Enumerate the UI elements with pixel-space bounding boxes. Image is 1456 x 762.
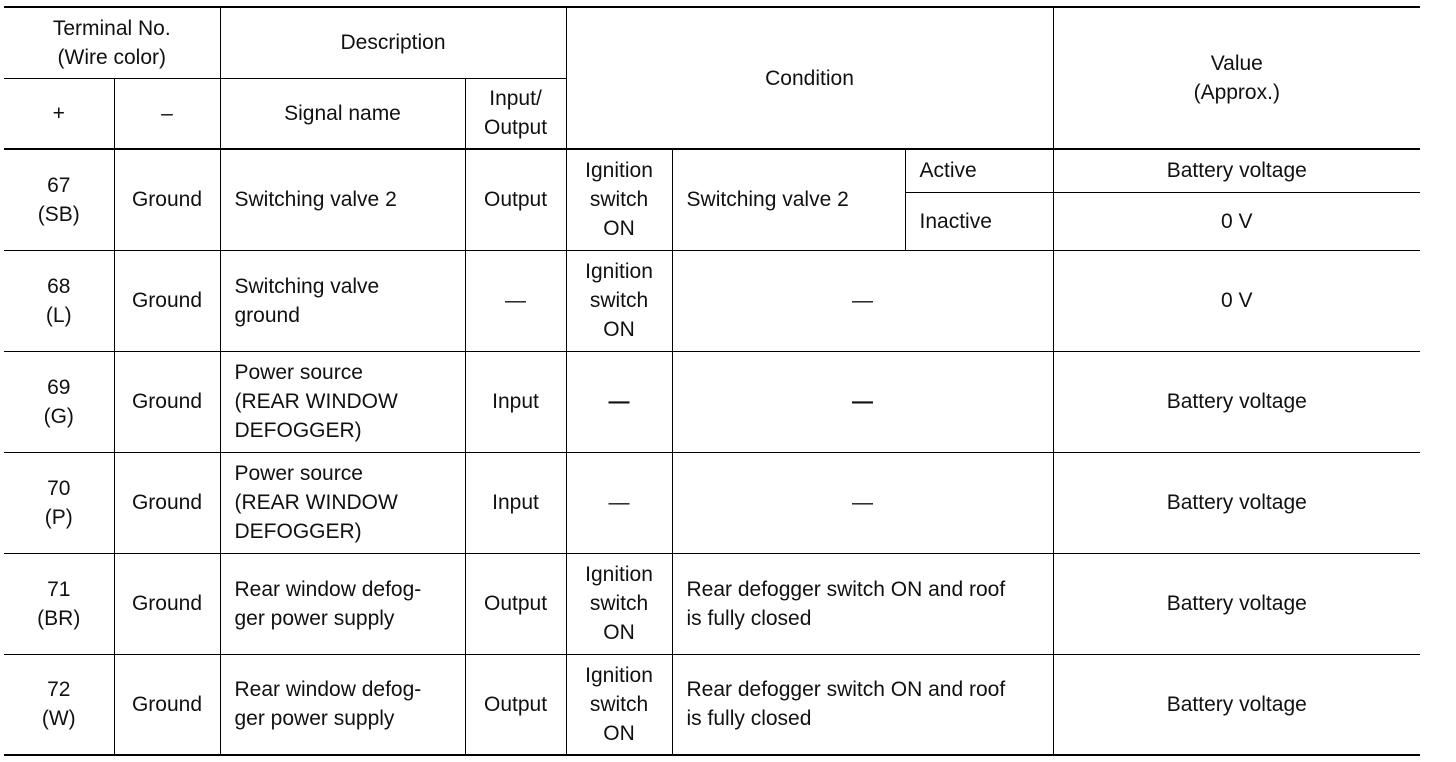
condition-2-line1: Rear defogger switch ON and roof	[686, 577, 1006, 601]
terminal-number: 67	[47, 173, 71, 197]
input-output: Output	[483, 692, 548, 716]
condition-1-line2: switch	[589, 188, 649, 212]
condition-1-line2: switch	[589, 692, 649, 716]
header-plus	[4, 78, 114, 149]
signal-name-line3: DEFOGGER)	[234, 419, 362, 442]
signal-name-line2: ground	[234, 303, 300, 327]
table-row	[4, 351, 1420, 452]
header-wire-color-label: (Wire color)	[57, 45, 166, 69]
terminal-cell	[4, 351, 114, 452]
terminal-number: 70	[47, 476, 71, 500]
terminal-cell	[4, 149, 114, 250]
condition-2-line1: Rear defogger switch ON and roof	[686, 678, 1006, 702]
condition-1-cell	[566, 654, 672, 755]
minus-terminal: Ground	[131, 592, 203, 615]
header-plus-label: +	[52, 101, 65, 125]
header-minus-label: –	[161, 101, 173, 125]
condition-1-line1: Ignition	[585, 563, 653, 586]
input-output: Input	[492, 390, 539, 413]
signal-cell	[220, 452, 465, 553]
table-row	[4, 553, 1420, 654]
minus-cell	[114, 149, 220, 250]
condition-2-line2: is fully closed	[686, 707, 812, 731]
state-inactive: Inactive	[919, 209, 992, 233]
header-signal-name-label: Signal name	[284, 101, 401, 125]
signal-name-line1: Switching valve	[234, 274, 380, 298]
signal-name: Switching valve 2	[234, 188, 397, 212]
terminal-spec-table	[4, 6, 1420, 756]
condition-2-cell	[672, 654, 1053, 755]
value-cell	[1053, 351, 1420, 452]
condition-1-line3: ON	[603, 621, 635, 644]
condition-1-cell	[566, 452, 672, 553]
signal-name-line1: Rear window defog-	[234, 678, 422, 702]
condition-2-cell	[672, 250, 1053, 351]
value: Battery voltage	[1166, 390, 1307, 413]
value-cell	[1053, 654, 1420, 755]
value: Battery voltage	[1166, 491, 1307, 514]
wire-color: (P)	[44, 505, 73, 529]
header-terminal-no	[4, 7, 220, 78]
signal-name-line2: ger power supply	[234, 606, 395, 630]
condition-1-line3: ON	[603, 217, 635, 241]
io-cell	[465, 351, 566, 452]
terminal-number: 69	[47, 375, 71, 399]
minus-terminal: Ground	[131, 289, 203, 312]
header-value-label: Value	[1210, 52, 1263, 75]
wire-color: (BR)	[37, 606, 81, 630]
header-row-1	[4, 7, 1420, 78]
condition-1: —	[608, 491, 630, 514]
minus-terminal: Ground	[131, 188, 203, 212]
condition-2-line2: is fully closed	[686, 606, 812, 630]
header-input-output-line1: Input/	[489, 87, 542, 111]
condition-1-line1: Ignition	[585, 663, 653, 687]
minus-cell	[114, 250, 220, 351]
terminal-cell	[4, 452, 114, 553]
condition-1-cell	[566, 553, 672, 654]
minus-terminal: Ground	[131, 390, 203, 413]
header-approx-label: (Approx.)	[1193, 81, 1280, 104]
condition-1: —	[608, 390, 630, 413]
condition-2: —	[852, 491, 874, 514]
wire-color: (G)	[43, 404, 74, 428]
signal-name-line1: Power source	[234, 361, 363, 384]
state-cell	[905, 192, 1053, 250]
condition-1-line3: ON	[603, 318, 635, 341]
io-cell	[465, 654, 566, 755]
condition-1-cell	[566, 351, 672, 452]
input-output: Input	[492, 491, 539, 514]
value: Battery voltage	[1166, 592, 1307, 615]
wire-color: (L)	[45, 303, 72, 327]
condition-2: Switching valve 2	[686, 188, 849, 212]
condition-1-line2: switch	[589, 592, 649, 615]
condition-2-cell	[672, 553, 1053, 654]
state-active: Active	[919, 159, 977, 183]
table-row	[4, 149, 1420, 192]
io-cell	[465, 452, 566, 553]
condition-1-line1: Ignition	[585, 260, 653, 283]
terminal-cell	[4, 250, 114, 351]
value: 0 V	[1221, 289, 1253, 312]
terminal-cell	[4, 553, 114, 654]
value-cell	[1053, 250, 1420, 351]
value-cell	[1053, 553, 1420, 654]
input-output: Output	[483, 188, 548, 212]
header-description	[220, 7, 566, 78]
header-value	[1053, 7, 1420, 149]
value: Battery voltage	[1166, 159, 1307, 183]
state-cell	[905, 149, 1053, 192]
minus-cell	[114, 452, 220, 553]
condition-1-line3: ON	[603, 721, 635, 745]
signal-name-line1: Power source	[234, 462, 363, 485]
terminal-number: 72	[47, 678, 71, 702]
signal-name-line1: Rear window defog-	[234, 577, 422, 601]
terminal-cell	[4, 654, 114, 755]
condition-1-line2: switch	[589, 289, 649, 312]
header-condition	[566, 7, 1053, 149]
table-row	[4, 250, 1420, 351]
input-output: Output	[483, 592, 548, 615]
table-row	[4, 452, 1420, 553]
minus-cell	[114, 351, 220, 452]
terminal-number: 71	[47, 577, 71, 601]
value-cell	[1053, 192, 1420, 250]
header-description-label: Description	[340, 31, 446, 55]
condition-1-cell	[566, 149, 672, 250]
signal-name-line2: (REAR WINDOW	[234, 491, 398, 514]
value-cell	[1053, 149, 1420, 192]
value-cell	[1053, 452, 1420, 553]
condition-2: —	[852, 390, 874, 413]
condition-1-cell	[566, 250, 672, 351]
io-cell	[465, 553, 566, 654]
header-minus	[114, 78, 220, 149]
value: Battery voltage	[1166, 692, 1307, 716]
signal-cell	[220, 654, 465, 755]
minus-terminal: Ground	[131, 692, 203, 716]
signal-cell	[220, 553, 465, 654]
signal-cell	[220, 250, 465, 351]
input-output: —	[505, 289, 526, 312]
terminal-number: 68	[47, 274, 71, 298]
minus-terminal: Ground	[131, 491, 203, 514]
signal-name-line3: DEFOGGER)	[234, 520, 362, 543]
value: 0 V	[1221, 209, 1253, 233]
condition-2-cell	[672, 149, 905, 250]
wire-color: (W)	[41, 707, 76, 731]
header-terminal-no-label: Terminal No.	[52, 16, 171, 40]
signal-name-line2: (REAR WINDOW	[234, 390, 398, 413]
table-row	[4, 654, 1420, 755]
wire-color: (SB)	[37, 202, 80, 226]
header-input-output-line2: Output	[483, 116, 548, 140]
condition-2-cell	[672, 452, 1053, 553]
condition-2-cell	[672, 351, 1053, 452]
io-cell	[465, 250, 566, 351]
minus-cell	[114, 654, 220, 755]
signal-cell	[220, 149, 465, 250]
condition-1-line1: Ignition	[585, 159, 653, 183]
signal-name-line2: ger power supply	[234, 707, 395, 731]
signal-cell	[220, 351, 465, 452]
minus-cell	[114, 553, 220, 654]
condition-2: —	[852, 289, 874, 312]
io-cell	[465, 149, 566, 250]
header-input-output	[465, 78, 566, 149]
header-signal-name	[220, 78, 465, 149]
header-condition-label: Condition	[765, 66, 854, 90]
